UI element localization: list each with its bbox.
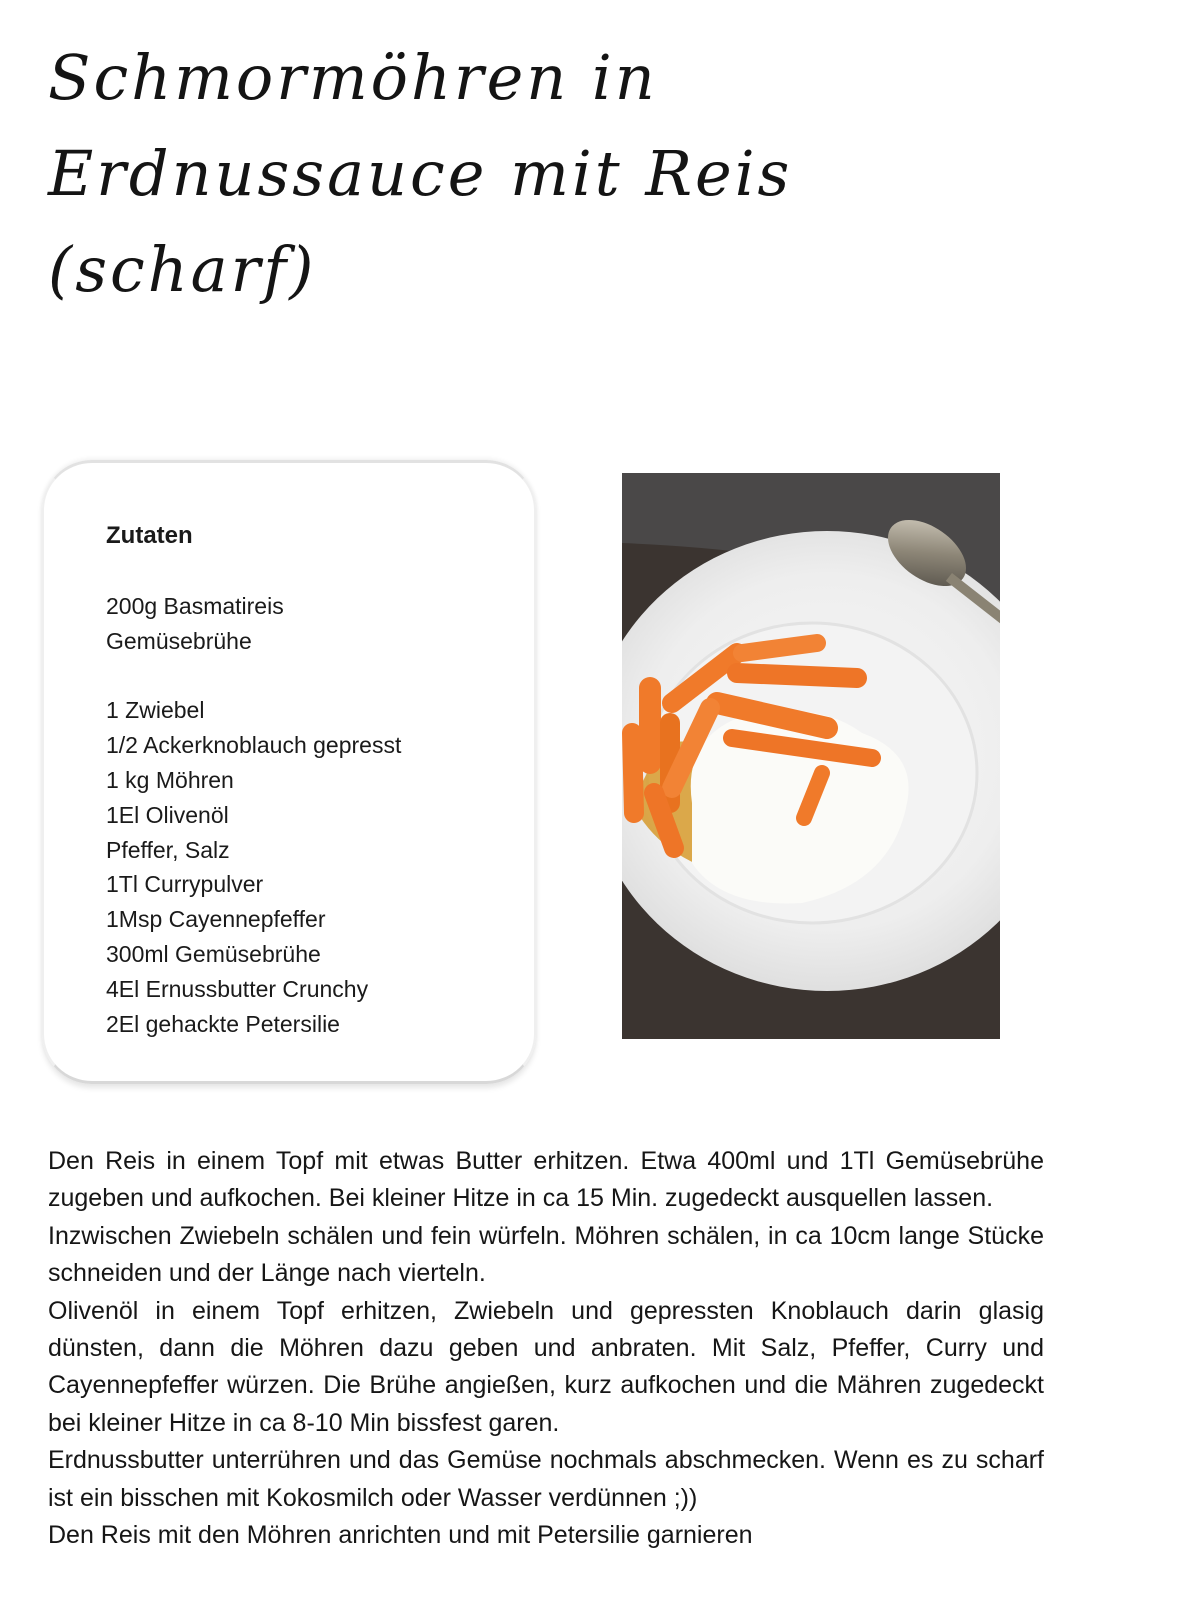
- ingredient-item: 1/2 Ackerknoblauch gepresst: [106, 732, 402, 759]
- ingredient-item: 4El Ernussbutter Crunchy: [106, 975, 369, 1002]
- ingredient-item: 1 kg Möhren: [106, 766, 234, 793]
- ingredient-item: Pfeffer, Salz: [106, 836, 230, 863]
- dish-photo-icon: [622, 473, 1000, 1039]
- method-paragraph: Inzwischen Zwiebeln schälen und fein würfeln. Möhren schälen, in ca 10cm lange Stücke schneiden und der Länge nach vierteln.: [48, 1221, 1044, 1288]
- ingredient-item: 1Msp Cayennepfeffer: [106, 906, 326, 933]
- method-paragraph: Den Reis in einem Topf mit etwas Butter erhitzen. Etwa 400ml und 1Tl Gemüsebrühe zugeben und aufkochen. Bei kleiner Hitze in ca 15 Min. zugedeckt ausquellen lassen.: [48, 1147, 1044, 1213]
- method-paragraph: Olivenöl in einem Topf erhitzen, Zwiebeln und gepressten Knoblauch darin glasig dünsten, dann die Möhren dazu geben und anbraten. Mit Salz, Pfeffer, Curry und Cayennepfeffer würzen. Die Brühe angießen, kurz aufkochen und die Mähren zugedeckt bei kleiner Hitze in ca 8-10 Min bissfest garen.: [48, 1296, 1044, 1437]
- ingredients-content: [106, 519, 401, 1041]
- ingredient-item: Gemüsebrühe: [106, 627, 252, 654]
- ingredient-item: 300ml Gemüsebrühe: [106, 940, 321, 967]
- ingredients-list: [106, 589, 401, 1041]
- ingredients-heading: Zutaten: [106, 522, 193, 549]
- title-line: (scharf): [48, 233, 317, 306]
- dish-photo: [622, 473, 1000, 1039]
- title-line: Schmormöhren in: [48, 41, 658, 114]
- ingredient-item: 2El gehackte Petersilie: [106, 1010, 340, 1037]
- ingredient-item: 1El Olivenöl: [106, 801, 229, 828]
- method-paragraph: Den Reis mit den Möhren anrichten und mit Petersilie garnieren: [48, 1521, 753, 1550]
- title-line: Erdnussauce mit Reis: [48, 137, 793, 210]
- ingredient-item: 1Tl Currypulver: [106, 871, 264, 898]
- method-paragraph: Erdnussbutter unterrühren und das Gemüse nochmals abschmecken. Wenn es zu scharf ist ein bisschen mit Kokosmilch oder Wasser verdünnen ;)): [48, 1446, 1044, 1512]
- recipe-title: [48, 30, 948, 318]
- ingredient-item: 1 Zwiebel: [106, 697, 205, 724]
- ingredients-card: [42, 460, 536, 1084]
- method-text: [48, 1143, 1044, 1554]
- ingredient-item: 200g Basmatireis: [106, 593, 284, 619]
- list-spacer: [106, 659, 401, 694]
